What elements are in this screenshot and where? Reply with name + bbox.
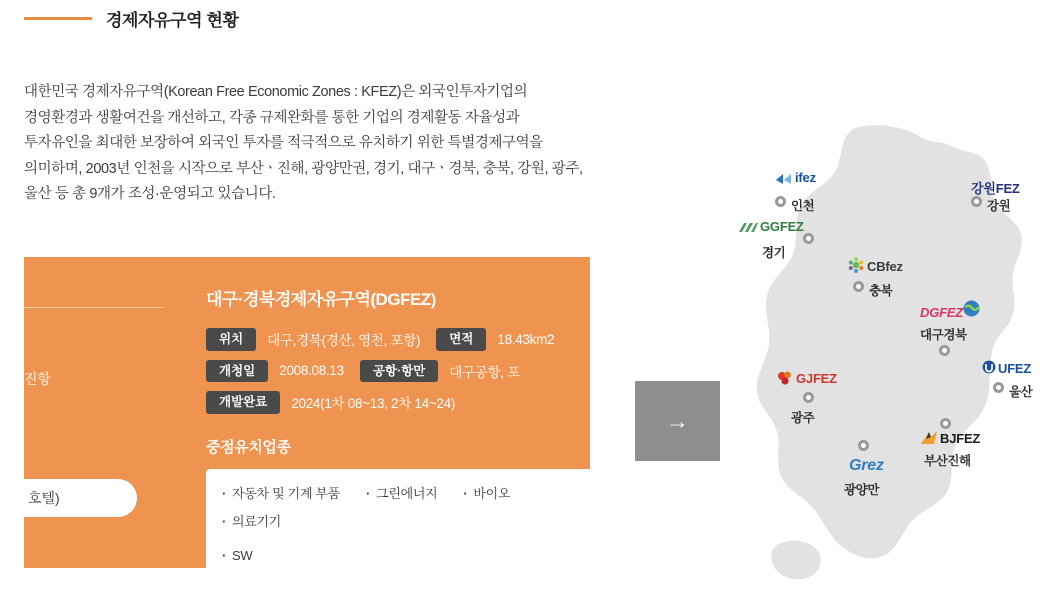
zone-city-ulsan[interactable]: 울산 [1009,385,1033,399]
ggfez-logo-icon [738,221,758,239]
zone-brand-bjfez[interactable]: BJFEZ [940,431,981,446]
zone-brand-grez[interactable]: Grez [849,457,884,474]
zone-city-gwangju[interactable]: 광주 [791,411,815,425]
spec-value-location: 대구,경북(경산, 영천, 포항) [267,333,421,349]
arrow-right-icon: → [666,407,689,434]
header-accent-rule [24,17,92,20]
card-title: 대구·경북경제자유구역(DGFEZ) [206,290,436,309]
intro-paragraph: 대한민국 경제자유구역(Korean Free Economic Zones : KFEZ)은 외국인투자기업의 경영환경과 생활여건을 개선하고, 각종 규제완화를 통한 기업의 경제활동 자율성과 투자유인을 최대한 보장하여 외국인 투자를 적극적으로 유치하기 위한 특별경제구역을 의미하며, 2003년 인천을 시작으로 부산ㆍ진해, 광양만권, 경기, 대구ㆍ경북, 충북, 강원, 광주, 울산 등 총 9개가 조성·운영되고 있습니다. [24,84,583,202]
zone-brand-ufez[interactable]: UFEZ [998,361,1032,376]
focus-item: · 바이오 [463,483,510,502]
dgfez-globe-icon [963,300,980,322]
spec-tag-location: 위치 [206,328,256,351]
zone-city-chungbuk[interactable]: 충북 [869,284,893,298]
focus-item: · 자동차 및 기계 부품 [222,483,340,502]
zone-brand-ggfez[interactable]: GGFEZ [760,219,804,234]
korea-map [735,120,1045,590]
card-left-column [24,257,174,568]
spec-tag-area: 면적 [436,328,486,351]
card-left-divider [24,307,164,308]
card-left-pill: 호텔) [24,479,137,517]
spec-row [206,328,590,351]
page-header [24,6,239,31]
page-title: 경제자유구역 현황 [106,11,239,30]
zone-city-gangwon[interactable]: 강원 [987,199,1011,213]
next-slide-button[interactable] [635,381,720,461]
focus-item: · 의료기기 [222,511,281,530]
focus-industries-box [206,469,590,569]
zone-brand-dgfez[interactable]: DGFEZ [920,305,964,320]
zone-city-gwangyangman[interactable]: 광양만 [844,483,880,497]
spec-row [206,360,590,383]
spec-value-opening-date: 2008.08.13 [279,363,344,379]
map-marker-chungbuk[interactable] [853,281,864,292]
ufez-logo-icon [982,360,996,379]
map-marker-gyeonggi[interactable] [803,233,814,244]
cbfez-logo-icon [848,257,864,278]
spec-row [206,391,590,414]
map-marker-gangwon[interactable] [971,196,982,207]
card-body [174,257,590,568]
gjfez-logo-icon [777,370,793,391]
spec-value-airport-port: 대구공항, 포 [449,364,520,380]
map-marker-ulsan[interactable] [993,382,1004,393]
zone-info-card [24,257,590,568]
spec-tag-opening-date: 개청일 [206,360,268,383]
map-marker-gwangju[interactable] [803,392,814,403]
spec-value-area: 18.43km2 [497,331,555,347]
zone-brand-gwfez[interactable]: 강원FEZ [971,181,1020,196]
ifez-logo-icon [775,172,793,191]
map-marker-incheon[interactable] [775,196,786,207]
zone-city-busan-jinhae[interactable]: 부산진해 [924,454,971,468]
zone-brand-cbfez[interactable]: CBfez [867,259,903,274]
map-marker-daegu-gyeongbuk[interactable] [939,345,950,356]
focus-industries-title: 중점유치업종 [206,438,291,456]
zone-city-daegu-gyeongbuk[interactable]: 대구경북 [920,328,967,342]
map-marker-gwangyangman[interactable] [858,440,869,451]
zone-brand-ifez[interactable]: ifez [795,170,816,185]
zone-city-incheon[interactable]: 인천 [791,199,815,213]
spec-tag-airport-port: 공항·항만 [360,360,438,383]
card-left-partial-text: 진항 [24,371,51,387]
spec-tag-development-complete: 개발완료 [206,391,280,414]
focus-item: · 그린에너지 [366,483,437,502]
focus-item: · SW [222,548,252,563]
zone-city-gyeonggi[interactable]: 경기 [762,246,786,260]
zone-brand-gjfez[interactable]: GJFEZ [796,371,837,386]
bjfez-logo-icon [920,430,938,451]
spec-value-development-complete: 2024(1차 08~13, 2차 14~24) [291,396,456,412]
map-marker-busan-jinhae[interactable] [940,418,951,429]
